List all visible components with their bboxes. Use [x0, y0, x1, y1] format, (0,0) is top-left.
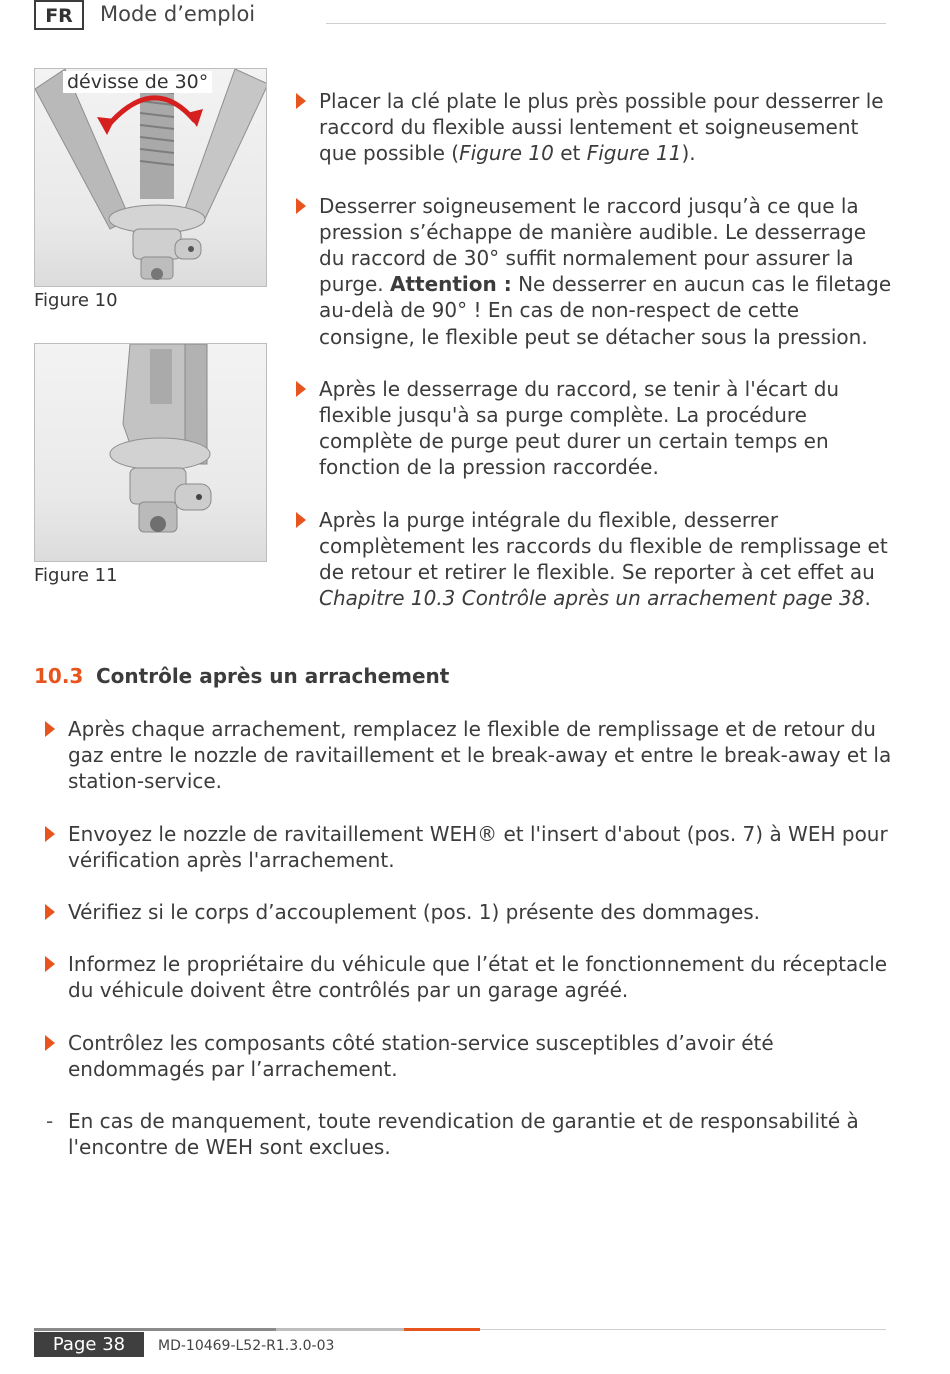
list-item	[34, 1030, 894, 1082]
list-item-text: Vérifiez si le corps d’accouplement (pos. 1) présente des dommages.	[68, 900, 761, 925]
document-title: Mode d’emploi	[100, 2, 256, 26]
list-item-text: Après chaque arrachement, remplacez le flexible de remplissage et de retour du gaz entre le nozzle de ravitaillement et le break-away et entre le break-away et la station-service.	[68, 717, 892, 794]
figure-11-caption: Figure 11	[34, 565, 118, 586]
figure-11-image	[34, 343, 267, 562]
bullet-arrow-icon	[45, 721, 55, 737]
list-item-text: En cas de manquement, toute revendication de garantie et de responsabilité à l'encontre de WEH sont exclues.	[68, 1109, 859, 1160]
list-item	[34, 951, 894, 1003]
list-item-text: Contrôlez les composants côté station-service susceptibles d’avoir été endommagés par l’arrachement.	[68, 1030, 774, 1081]
bullet-arrow-icon	[296, 198, 306, 214]
bullet-arrow-icon	[296, 93, 306, 109]
language-badge: FR	[34, 0, 84, 30]
list-item	[285, 193, 895, 350]
bullet-arrow-icon	[45, 904, 55, 920]
list-item	[34, 821, 894, 873]
footer-bar-accent	[404, 1328, 480, 1331]
list-item-text: Desserrer soigneusement le raccord jusqu’à ce que la pression s’échappe de manière audible. Le desserrage du raccord de 30° suffit normalement pour assurer la purge. Attention : Ne desserrer en aucun cas le filetage au-delà de 90° ! En cas de non-respect de cette consigne, le flexible peut se détacher sous la pression.	[319, 193, 892, 349]
bullet-arrow-icon	[45, 1035, 55, 1051]
figure-11-reference: Figure 11	[586, 141, 682, 166]
list-item-text: Après la purge intégrale du flexible, desserrer complètement les raccords du flexible de remplissage et de retour et retirer le flexible. Se reporter à cet effet au Chapitre 10.3 Contrôle après un arrachement page 38.	[319, 507, 888, 611]
purge-instructions-list	[285, 88, 895, 637]
list-item-text: Placer la clé plate le plus près possible pour desserrer le raccord du flexible aussi lentement et soigneusement que possible (Figure 10 et Figure 11).	[319, 89, 884, 166]
footer-bar-light	[276, 1328, 404, 1331]
coupling-fitting-illustration	[35, 344, 267, 562]
header-divider	[326, 23, 886, 24]
figure-10-reference: Figure 10	[459, 141, 554, 166]
list-item	[34, 899, 894, 925]
bullet-arrow-icon	[45, 826, 55, 842]
dash-bullet-icon: -	[46, 1109, 54, 1134]
figure-10-caption: Figure 10	[34, 290, 118, 311]
wrench-loosening-illustration	[35, 69, 267, 287]
rotation-annotation: dévisse de 30°	[63, 71, 212, 93]
list-item-text: Informez le propriétaire du véhicule que l’état et le fonctionnement du réceptacle du véhicule doivent être contrôlés par un garage agréé.	[68, 952, 888, 1003]
list-item	[285, 88, 895, 167]
page-number: Page 38	[34, 1332, 144, 1357]
document-code: MD-10469-L52-R1.3.0-03	[158, 1338, 335, 1354]
footer-bar-dark	[34, 1328, 276, 1331]
bullet-arrow-icon	[45, 956, 55, 972]
footer-divider	[480, 1329, 886, 1330]
section-number: 10.3	[34, 664, 84, 688]
list-item	[285, 507, 895, 612]
list-item-text: Après le desserrage du raccord, se tenir à l'écart du flexible jusqu'à sa purge complète. La procédure complète de purge peut durer un certain temps en fonction de la pression raccordée.	[319, 376, 840, 480]
post-breakaway-check-list	[34, 716, 894, 1186]
chapter-reference: Chapitre 10.3 Contrôle après un arrachement page 38	[319, 586, 865, 611]
bullet-arrow-icon	[296, 512, 306, 528]
list-item	[285, 376, 895, 481]
list-item	[34, 716, 894, 795]
figure-10-image	[34, 68, 267, 287]
list-item-text: Envoyez le nozzle de ravitaillement WEH® et l'insert d'about (pos. 7) à WEH pour vérification après l'arrachement.	[68, 821, 888, 872]
attention-label: Attention :	[389, 272, 512, 297]
warranty-note	[34, 1108, 894, 1160]
section-title: Contrôle après un arrachement	[96, 664, 450, 688]
bullet-arrow-icon	[296, 381, 306, 397]
